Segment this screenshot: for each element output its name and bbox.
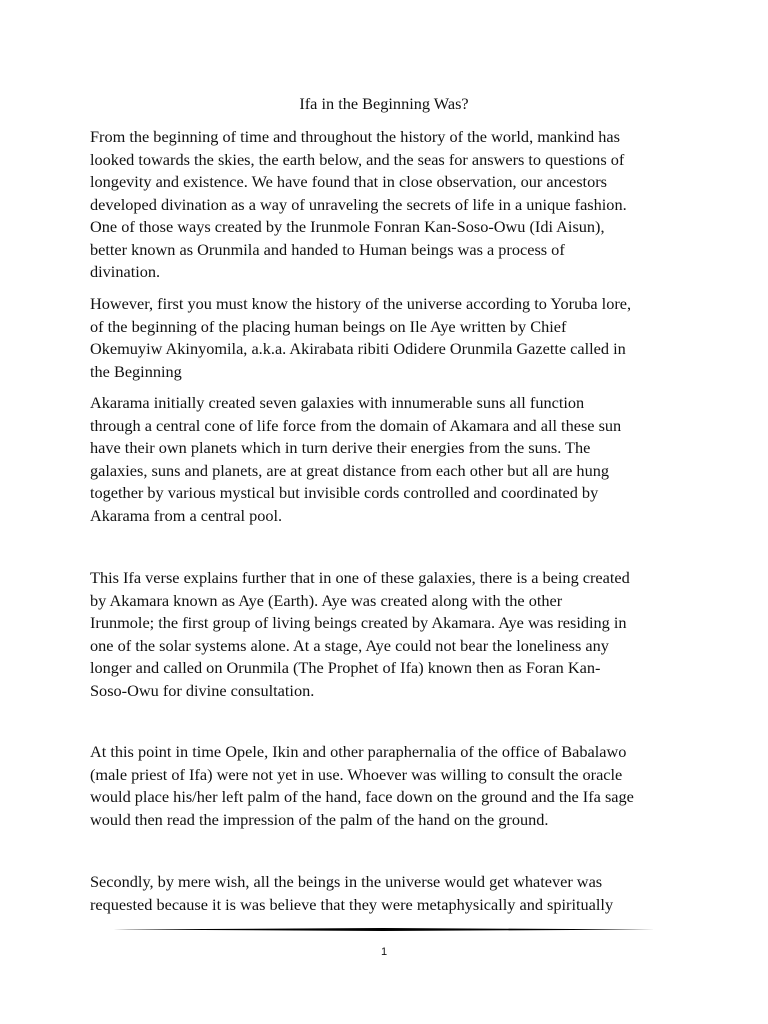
paragraph-line: better known as Orunmila and handed to Human beings was a process of xyxy=(90,239,565,259)
paragraph-line: Akarama initially created seven galaxies with innumerable suns all function xyxy=(90,393,585,412)
page-number: 1 xyxy=(380,946,388,958)
paragraph-4 xyxy=(90,567,690,702)
paragraph-line: From the beginning of time and throughout the history of the world, mankind has xyxy=(90,127,620,146)
footer-divider-shape xyxy=(113,928,655,931)
paragraph-line: Akarama from a central pool. xyxy=(90,505,283,525)
paragraph-line: longer and called on Orunmila (The Prophet of Ifa) known then as Foran Kan- xyxy=(90,658,601,677)
paragraph-line: by Akamara known as Aye (Earth). Aye was created along with the other xyxy=(90,590,563,610)
footer-divider xyxy=(113,928,655,931)
paragraph-3 xyxy=(90,392,690,527)
paragraph-line: through a central cone of life force from the domain of Akamara and all these sun xyxy=(90,415,622,435)
document-title: Ifa in the Beginning Was? xyxy=(299,94,469,113)
paragraph-line: (male priest of Ifa) were not yet in use. Whoever was willing to consult the oracle xyxy=(90,764,623,784)
paragraph-line: have their own planets which in turn derive their energies from the suns. The xyxy=(90,438,591,457)
paragraph-line: However, first you must know the history of the universe according to Yoruba lore, xyxy=(90,294,632,313)
paragraph-line: would place his/her left palm of the hand, face down on the ground and the Ifa sage xyxy=(90,787,634,806)
paragraph-line: one of the solar systems alone. At a stage, Aye could not bear the loneliness any xyxy=(90,635,609,655)
paragraph-line: At this point in time Opele, Ikin and other paraphernalia of the office of Babalawo xyxy=(90,742,627,761)
paragraph-line: the Beginning xyxy=(90,361,182,381)
paragraph-line: Irunmole; the first group of living beings created by Akamara. Aye was residing in xyxy=(90,613,627,632)
paragraph-line: looked towards the skies, the earth below, and the seas for answers to questions of xyxy=(90,149,625,169)
paragraph-line: Okemuyiw Akinyomila, a.k.a. Akirabata ribiti Odidere Orunmila Gazette called in xyxy=(90,339,626,358)
paragraph-line: requested because it is was believe that they were metaphysically and spiritually xyxy=(90,894,614,914)
paragraph-line: longevity and existence. We have found that in close observation, our ancestors xyxy=(90,172,607,191)
paragraph-6 xyxy=(90,871,690,916)
paragraph-line: Soso-Owu for divine consultation. xyxy=(90,680,315,700)
paragraph-line: developed divination as a way of unraveling the secrets of life in a unique fashion. xyxy=(90,194,627,214)
paragraph-line: together by various mystical but invisible cords controlled and coordinated by xyxy=(90,483,599,502)
paragraph-1 xyxy=(90,126,690,284)
paragraph-line: One of those ways created by the Irunmole Fonran Kan-Soso-Owu (Idi Aisun), xyxy=(90,217,605,236)
paragraph-line: would then read the impression of the palm of the hand on the ground. xyxy=(90,809,549,829)
paragraph-2 xyxy=(90,293,690,383)
paragraph-line: Secondly, by mere wish, all the beings in the universe would get whatever was xyxy=(90,872,603,891)
paragraph-line: galaxies, suns and planets, are at great distance from each other but all are hung xyxy=(90,460,609,480)
paragraph-5 xyxy=(90,741,690,831)
paragraph-line: of the beginning of the placing human beings on Ile Aye written by Chief xyxy=(90,316,567,336)
paragraph-line: This Ifa verse explains further that in one of these galaxies, there is a being created xyxy=(90,568,630,587)
paragraph-line: divination. xyxy=(90,262,161,281)
